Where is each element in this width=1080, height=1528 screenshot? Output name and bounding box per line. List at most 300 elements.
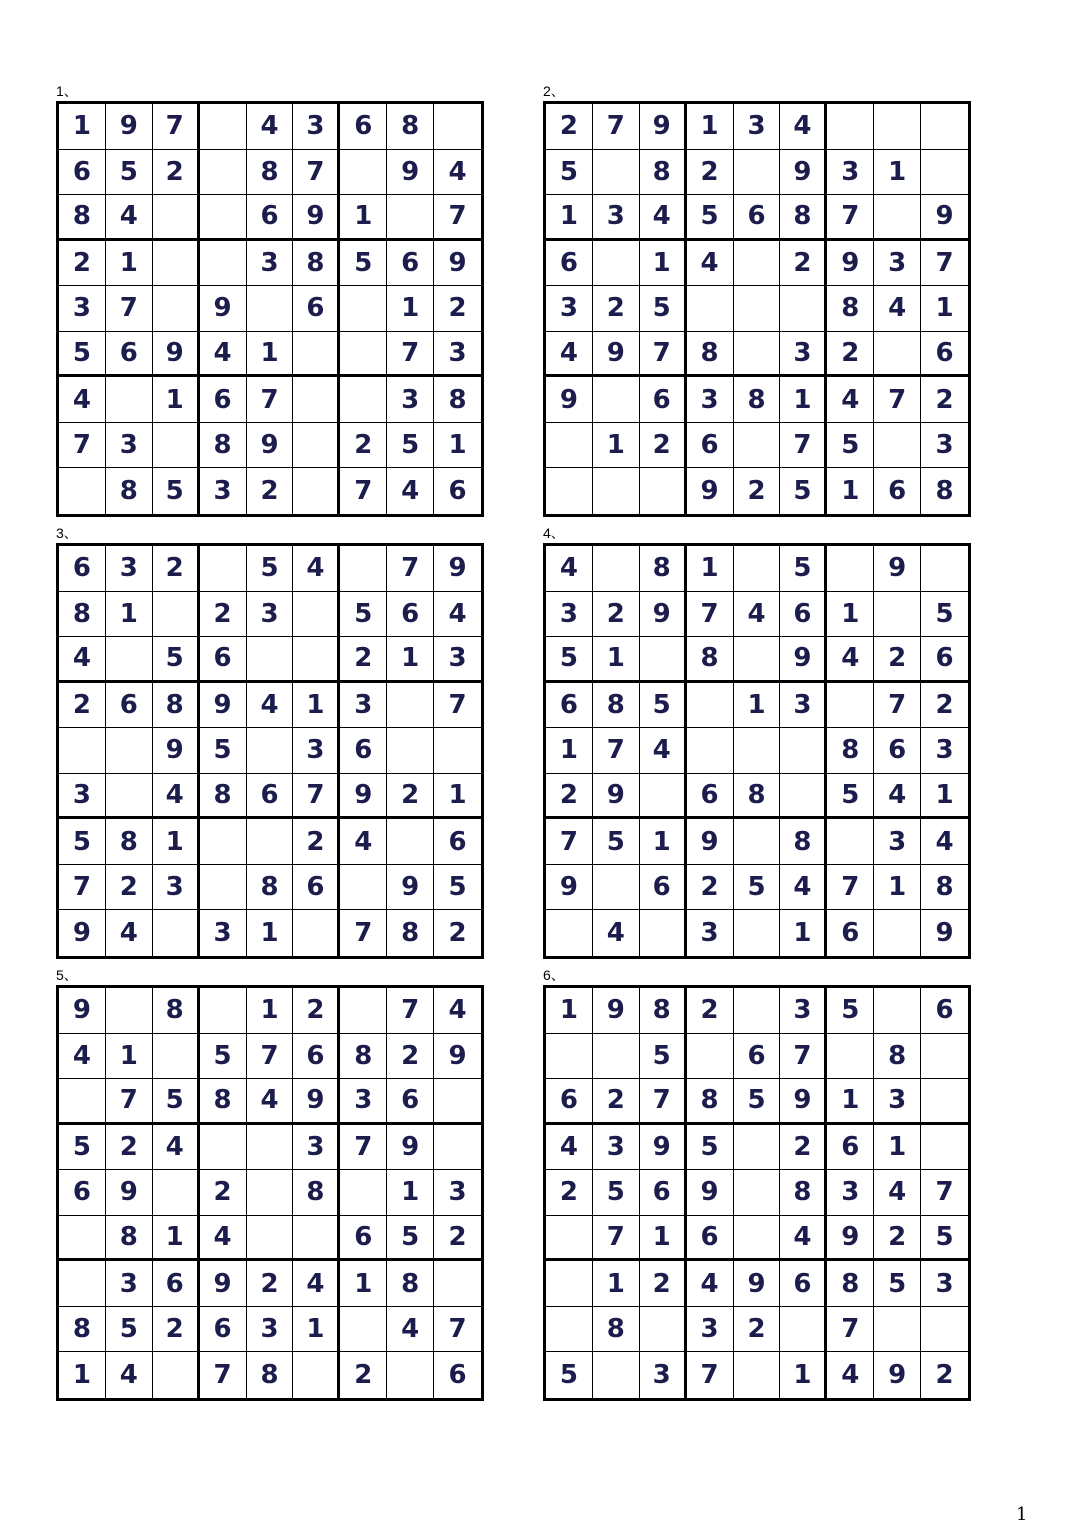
sudoku-cell: 4 [827,637,874,683]
sudoku-cell: 4 [387,1307,434,1353]
sudoku-cell [734,728,781,774]
sudoku-cell: 8 [434,377,481,423]
sudoku-cell: 6 [340,1216,387,1262]
sudoku-cell: 1 [106,1034,153,1080]
sudoku-cell: 4 [687,1261,734,1307]
sudoku-cell: 7 [387,332,434,378]
sudoku-cell [340,377,387,423]
sudoku-cell: 9 [153,332,200,378]
sudoku-cell: 1 [153,819,200,865]
sudoku-cell: 3 [153,865,200,911]
sudoku-cell: 9 [247,423,294,469]
sudoku-cell: 5 [593,1170,640,1216]
sudoku-cell: 8 [593,683,640,729]
sudoku-cell: 9 [387,1125,434,1171]
sudoku-cell: 2 [921,683,968,729]
puzzle-label: 4、 [543,525,565,541]
sudoku-cell: 7 [874,683,921,729]
sudoku-cell: 3 [247,241,294,287]
page-number: 1 [1016,1504,1028,1525]
sudoku-cell: 4 [780,865,827,911]
sudoku-cell: 6 [448,1360,467,1391]
sudoku-cell: 7 [827,865,874,911]
sudoku-cell: 8 [200,774,247,820]
sudoku-cell: 7 [434,1307,481,1353]
sudoku-cell [593,546,640,592]
sudoku-cell: 6 [59,150,106,196]
sudoku-cell: 5 [921,1216,968,1262]
sudoku-cell [874,423,921,469]
sudoku-cell: 8 [293,241,340,287]
sudoku-cell [153,910,200,956]
sudoku-cell: 3 [640,1352,687,1398]
sudoku-cell: 9 [640,592,687,638]
sudoku-cell: 8 [200,1079,247,1125]
sudoku-cell: 9 [687,468,734,514]
sudoku-cell: 7 [293,150,340,196]
sudoku-cell: 8 [687,637,734,683]
sudoku-cell: 8 [340,1034,387,1080]
sudoku-cell: 4 [247,1079,294,1125]
sudoku-cell: 9 [59,988,106,1034]
sudoku-cell: 1 [593,423,640,469]
sudoku-cell: 6 [687,423,734,469]
sudoku-cell [687,683,734,729]
sudoku-cell [293,468,340,514]
sudoku-cell [106,637,153,683]
sudoku-cell: 2 [827,332,874,378]
sudoku-cell [153,592,200,638]
sudoku-cell: 7 [827,195,874,241]
sudoku-cell: 6 [59,546,106,592]
sudoku-cell: 6 [106,332,153,378]
sudoku-cell: 3 [687,377,734,423]
sudoku-cell [734,423,781,469]
sudoku-cell: 2 [247,1261,294,1307]
sudoku-cell [293,332,340,378]
sudoku-cell [200,819,247,865]
sudoku-cell: 1 [593,1261,640,1307]
sudoku-cell [546,1216,593,1262]
sudoku-cell: 3 [874,819,921,865]
sudoku-cell: 5 [687,1125,734,1171]
sudoku-cell: 4 [59,1034,106,1080]
sudoku-cell: 4 [293,546,340,592]
sudoku-cell [293,910,340,956]
sudoku-cell: 9 [434,1034,481,1080]
sudoku-cell: 8 [247,865,294,911]
sudoku-cell: 5 [106,150,153,196]
sudoku-cell: 1 [546,728,593,774]
sudoku-cell: 9 [200,1261,247,1307]
sudoku-cell [59,1216,106,1262]
sudoku-cell: 5 [734,1079,781,1125]
sudoku-cell: 2 [293,819,340,865]
sudoku-cell: 6 [546,241,593,287]
sudoku-cell: 6 [780,592,827,638]
sudoku-cell: 7 [340,910,387,956]
sudoku-cell [153,1034,200,1080]
sudoku-cell [247,819,294,865]
sudoku-cell [546,1261,593,1307]
sudoku-cell: 1 [921,774,968,820]
sudoku-cell: 2 [593,1079,640,1125]
sudoku-cell: 1 [593,637,640,683]
sudoku-cell: 8 [780,1170,827,1216]
sudoku-cell: 8 [59,1307,106,1353]
sudoku-cell [734,910,781,956]
sudoku-cell [921,1307,968,1353]
sudoku-cell: 3 [921,728,968,774]
sudoku-cell: 5 [200,728,247,774]
sudoku-cell: 6 [546,683,593,729]
sudoku-cell: 7 [593,728,640,774]
sudoku-cell: 8 [106,468,153,514]
sudoku-cell: 5 [780,468,827,514]
sudoku-cell [247,637,294,683]
sudoku-cell: 7 [247,377,294,423]
sudoku-cell [153,241,200,287]
sudoku-cell: 5 [640,286,687,332]
sudoku-cell [593,865,640,911]
sudoku-cell [293,592,340,638]
sudoku-cell: 9 [387,150,434,196]
sudoku-cell: 4 [546,546,593,592]
sudoku-cell: 2 [106,1125,153,1171]
sudoku-cell: 3 [734,104,781,150]
sudoku-cell: 2 [434,1216,481,1262]
sudoku-cell: 8 [780,195,827,241]
sudoku-cell [921,1079,968,1125]
sudoku-cell: 5 [827,423,874,469]
sudoku-cell: 7 [921,241,968,287]
sudoku-cell: 9 [874,1352,921,1398]
sudoku-cell: 8 [247,150,294,196]
sudoku-cell: 2 [59,683,106,729]
sudoku-cell: 9 [593,332,640,378]
sudoku-cell: 4 [59,637,106,683]
sudoku-cell: 9 [59,910,106,956]
sudoku-cell: 1 [874,865,921,911]
sudoku-cell [546,910,593,956]
sudoku-cell: 3 [200,910,247,956]
sudoku-cell: 4 [593,910,640,956]
sudoku-cell [434,1125,481,1171]
sudoku-cell: 3 [546,592,593,638]
sudoku-cell: 4 [153,1125,200,1171]
sudoku-cell: 2 [340,423,387,469]
sudoku-cell: 9 [546,865,593,911]
sudoku-cell [734,546,781,592]
sudoku-cell [734,1352,781,1398]
sudoku-cell: 2 [593,286,640,332]
sudoku-cell: 7 [593,104,640,150]
sudoku-cell: 9 [200,286,247,332]
sudoku-cell [153,195,200,241]
sudoku-cell [200,988,247,1034]
sudoku-cell: 8 [387,910,434,956]
sudoku-cell: 7 [106,286,153,332]
sudoku-cell [387,1352,434,1398]
sudoku-cell: 9 [780,1079,827,1125]
sudoku-cell [593,241,640,287]
sudoku-cell: 6 [640,865,687,911]
sudoku-cell: 8 [106,1216,153,1262]
sudoku-cell: 2 [780,241,827,287]
sudoku-grid [543,101,971,517]
sudoku-cell: 8 [827,286,874,332]
sudoku-cell: 4 [200,1216,247,1262]
sudoku-cell: 2 [200,592,247,638]
sudoku-cell: 6 [546,1079,593,1125]
sudoku-cell: 5 [546,637,593,683]
sudoku-cell: 5 [387,423,434,469]
sudoku-cell [59,1079,106,1125]
sudoku-cell: 8 [153,683,200,729]
sudoku-cell: 6 [293,286,340,332]
sudoku-cell: 1 [59,104,106,150]
sudoku-cell: 3 [434,637,481,683]
sudoku-cell: 6 [106,683,153,729]
sudoku-cell: 9 [106,104,153,150]
sudoku-cell: 9 [687,819,734,865]
sudoku-cell: 8 [640,150,687,196]
sudoku-cell: 3 [780,988,827,1034]
sudoku-cell: 5 [687,195,734,241]
sudoku-cell: 6 [153,1261,200,1307]
sudoku-cell [247,1170,294,1216]
sudoku-cell: 4 [59,377,106,423]
sudoku-cell: 9 [387,865,434,911]
sudoku-cell: 6 [734,195,781,241]
sudoku-cell [874,332,921,378]
sudoku-cell: 1 [687,546,734,592]
sudoku-cell [734,241,781,287]
sudoku-cell: 9 [921,195,968,241]
sudoku-cell: 8 [106,819,153,865]
sudoku-cell: 1 [827,592,874,638]
sudoku-cell [827,1034,874,1080]
sudoku-cell: 9 [434,241,481,287]
sudoku-cell [434,1261,481,1307]
sudoku-cell [921,1034,968,1080]
sudoku-cell [827,683,874,729]
sudoku-cell [340,286,387,332]
sudoku-cell [340,865,387,911]
sudoku-cell: 4 [434,592,481,638]
sudoku-cell [293,637,340,683]
sudoku-cell: 5 [640,1034,687,1080]
sudoku-grid [56,543,484,959]
sudoku-cell: 6 [387,1079,434,1125]
sudoku-cell: 4 [780,104,827,150]
sudoku-cell: 7 [293,774,340,820]
sudoku-cell: 6 [200,377,247,423]
sudoku-cell: 7 [153,104,200,150]
sudoku-cell: 5 [340,592,387,638]
sudoku-cell: 3 [780,683,827,729]
sudoku-cell: 6 [200,1307,247,1353]
sudoku-cell: 1 [293,683,340,729]
sudoku-cell: 7 [106,1079,153,1125]
sudoku-cell: 3 [687,910,734,956]
sudoku-cell: 8 [935,476,954,507]
sudoku-cell: 2 [340,637,387,683]
sudoku-cell: 1 [387,286,434,332]
sudoku-cell: 4 [293,1261,340,1307]
sudoku-cell: 6 [874,728,921,774]
sudoku-cell [780,286,827,332]
sudoku-cell: 8 [640,988,687,1034]
sudoku-cell: 7 [921,1170,968,1216]
sudoku-cell: 2 [153,1307,200,1353]
sudoku-cell: 2 [153,150,200,196]
sudoku-cell [874,910,921,956]
sudoku-cell: 3 [780,332,827,378]
sudoku-cell: 4 [153,774,200,820]
sudoku-cell [153,286,200,332]
sudoku-cell: 2 [874,1216,921,1262]
sudoku-cell: 5 [827,988,874,1034]
sudoku-cell [153,1352,200,1398]
sudoku-cell: 5 [546,150,593,196]
sudoku-cell: 7 [640,332,687,378]
sudoku-cell: 1 [780,910,827,956]
sudoku-cell: 8 [593,1307,640,1353]
sudoku-cell [640,910,687,956]
sudoku-cell: 3 [593,195,640,241]
sudoku-cell: 6 [448,476,467,507]
sudoku-cell: 1 [247,332,294,378]
sudoku-cell: 3 [247,592,294,638]
sudoku-cell: 3 [387,377,434,423]
puzzle-label: 2、 [543,83,565,99]
sudoku-cell: 1 [59,1352,106,1398]
sudoku-cell: 5 [387,1216,434,1262]
sudoku-cell: 3 [106,423,153,469]
sudoku-cell [293,377,340,423]
sudoku-cell [827,819,874,865]
sudoku-cell: 7 [434,195,481,241]
sudoku-cell: 2 [434,286,481,332]
sudoku-cell: 1 [340,1261,387,1307]
sudoku-cell [387,819,434,865]
sudoku-cell: 5 [546,1352,593,1398]
sudoku-cell: 2 [247,468,294,514]
sudoku-cell [593,377,640,423]
sudoku-cell [434,104,481,150]
sudoku-cell: 2 [921,377,968,423]
sudoku-cell: 6 [247,195,294,241]
sudoku-cell: 5 [153,468,200,514]
sudoku-cell: 9 [640,104,687,150]
sudoku-cell [200,1125,247,1171]
sudoku-cell [827,104,874,150]
sudoku-cell [340,1307,387,1353]
sudoku-cell: 1 [640,819,687,865]
sudoku-cell: 5 [59,819,106,865]
sudoku-cell: 8 [780,819,827,865]
sudoku-cell: 7 [640,1079,687,1125]
sudoku-cell: 5 [827,774,874,820]
sudoku-cell [921,546,968,592]
sudoku-cell: 5 [59,1125,106,1171]
sudoku-cell: 9 [827,241,874,287]
sudoku-cell [687,286,734,332]
sudoku-cell: 8 [734,377,781,423]
sudoku-cell: 1 [387,637,434,683]
sudoku-cell: 9 [734,1261,781,1307]
sudoku-cell: 7 [874,377,921,423]
sudoku-cell [59,468,106,514]
sudoku-cell: 9 [935,918,954,949]
sudoku-cell: 1 [106,592,153,638]
sudoku-cell: 8 [59,195,106,241]
sudoku-cell: 7 [387,546,434,592]
sudoku-cell: 1 [874,150,921,196]
sudoku-cell: 5 [921,592,968,638]
sudoku-cell [340,332,387,378]
sudoku-cell: 2 [780,1125,827,1171]
sudoku-cell: 6 [640,1170,687,1216]
sudoku-cell: 3 [434,332,481,378]
sudoku-cell: 2 [640,423,687,469]
sudoku-cell: 6 [921,332,968,378]
sudoku-cell: 4 [921,819,968,865]
puzzle-label: 6、 [543,967,565,983]
sudoku-cell: 4 [827,377,874,423]
sudoku-cell: 6 [640,377,687,423]
sudoku-cell: 5 [593,819,640,865]
sudoku-cell: 6 [780,1261,827,1307]
sudoku-cell [293,423,340,469]
sudoku-cell: 4 [687,241,734,287]
sudoku-cell: 7 [200,1352,247,1398]
sudoku-cell: 8 [293,1170,340,1216]
sudoku-cell [247,1125,294,1171]
sudoku-cell: 5 [340,241,387,287]
sudoku-cell: 4 [340,819,387,865]
sudoku-cell [874,988,921,1034]
sudoku-cell: 4 [247,104,294,150]
sudoku-cell: 1 [827,1079,874,1125]
sudoku-cell: 7 [687,592,734,638]
sudoku-cell: 3 [247,1307,294,1353]
sudoku-cell: 6 [874,468,921,514]
sudoku-cell: 6 [827,910,874,956]
sudoku-cell: 2 [546,1170,593,1216]
sudoku-cell: 3 [106,1261,153,1307]
sudoku-cell: 1 [247,988,294,1034]
sudoku-cell: 3 [546,286,593,332]
sudoku-cell [734,1216,781,1262]
sudoku-cell: 8 [59,592,106,638]
sudoku-cell [734,988,781,1034]
sudoku-cell: 8 [687,1079,734,1125]
sudoku-cell: 4 [874,286,921,332]
sudoku-cell [780,728,827,774]
sudoku-cell [153,1170,200,1216]
sudoku-cell [200,150,247,196]
sudoku-cell: 3 [106,546,153,592]
sudoku-cell: 3 [59,774,106,820]
sudoku-cell: 9 [434,546,481,592]
sudoku-cell [593,468,640,514]
sudoku-cell [734,637,781,683]
sudoku-cell: 3 [827,1170,874,1216]
sudoku-cell: 1 [640,1216,687,1262]
sudoku-cell: 6 [687,1216,734,1262]
